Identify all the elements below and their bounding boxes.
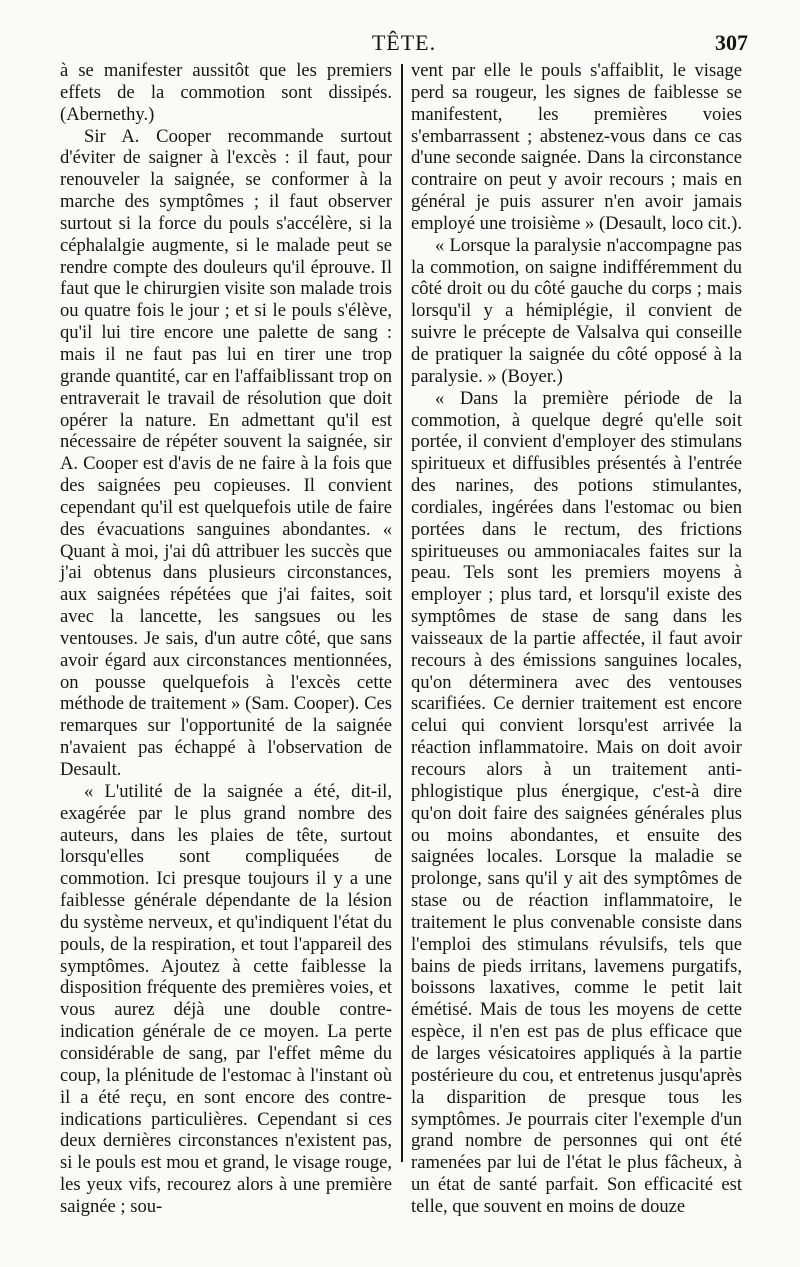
left-column xyxy=(60,60,392,1218)
paragraph: « L'utilité de la saignée a été, dit-il, exagérée par le plus grand nombre des auteurs, dans les plaies de tête, surtout lorsqu'elles sont compliquées de commotion. Ici presque toujours il y a une faiblesse générale dépendante de la lésion du système nerveux, et qu'indiquent l'état du pouls, de la respiration, et tout l'appareil des symptômes. Ajoutez à cette faiblesse la disposition fréquente des premières voies, et vous aurez déjà une double contre-indication générale de ce moyen. La perte considérable de sang, par l'effet même du coup, la plénitude de l'estomac à l'instant où il a été reçu, en sont encore des contre-indications particulières. Cependant si ces deux dernières circonstances n'existent pas, si le pouls est mou et grand, le visage rouge, les yeux vifs, recourez alors à une première saignée ; sou- xyxy=(60,780,392,1217)
paragraph: à se manifester aussitôt que les premiers effets de la commotion sont dissipés. (Abernethy.) xyxy=(60,60,392,125)
column-divider xyxy=(401,64,403,1162)
running-header xyxy=(60,26,748,56)
page-number: 307 xyxy=(715,30,748,55)
paragraph: vent par elle le pouls s'affaiblit, le visage perd sa rougeur, les signes de faiblesse se manifestent, les premières voies s'embarrassent ; abstenez-vous dans ce cas d'une seconde saignée. Dans la circonstance contraire on peut y avoir recours ; mais en général je puis assurer n'en avoir jamais employé une troisième » (Desault, loco cit.). xyxy=(411,60,742,234)
running-title: TÊTE. xyxy=(371,30,437,55)
paragraph: « Lorsque la paralysie n'accompagne pas la commotion, on saigne indifféremment du côté droit ou du côté gauche du corps ; mais lorsqu'il y a hémiplégie, il convient de suivre le précepte de Valsalva qui conseille de pratiquer la saignée du côté opposé à la paralysie. » (Boyer.) xyxy=(411,234,742,387)
paragraph: « Dans la première période de la commotion, à quelque degré qu'elle soit portée, il convient d'employer des stimulans spiritueux et diffusibles présentés à l'entrée des narines, des potions stimulantes, cordiales, ingérées dans l'estomac ou bien portées dans le rectum, des frictions spiritueuses ou ammoniacales faites sur la peau. Tels sont les premiers moyens à employer ; plus tard, et lorsqu'il existe des symptômes de stase de sang dans les vaisseaux de la partie affectée, il faut avoir recours à des émissions sanguines locales, qu'on déterminera avec des ventouses scarifiées. Ce dernier traitement est encore celui qui convient lorsqu'est arrivée la réaction inflammatoire. Mais on doit avoir recours alors à un traitement anti-phlogistique plus énergique, c'est-à dire qu'on doit faire des saignées générales plus ou moins abondantes, et ensuite des saignées locales. Lorsque la maladie se prolonge, sans qu'il y ait des symptômes de stase ou de réaction inflammatoire, le traitement le plus convenable consiste dans l'emploi des stimulans révulsifs, tels que bains de pieds irritans, lavemens purgatifs, boissons laxatives, comme le petit lait émétisé. Mais de tous les moyens de cette espèce, il n'en est pas de plus efficace que de larges vésicatoires appliqués à la partie postérieure du cou, et entretenus jusqu'après la disparition de presque tous les symptômes. Je pourrais citer l'exemple d'un grand nombre de personnes qui ont été ramenées par lui de l'état le plus fâcheux, à un état de santé parfait. Son efficacité est telle, que souvent en moins de douze xyxy=(411,387,742,1217)
paragraph: Sir A. Cooper recommande surtout d'éviter de saigner à l'excès : il faut, pour renouveler la saignée, se conformer à la marche des symptômes ; il faut observer surtout si la force du pouls s'accélère, si la céphalalgie augmente, si le malade peut se rendre compte des douleurs qu'il éprouve. Il faut que le chirurgien visite son malade trois ou quatre fois le jour ; et si le pouls s'élève, qu'il lui tire encore une palette de sang : mais il ne faut pas lui en tirer une trop grande quantité, car en l'affaiblissant trop on entraverait le travail de résolution que doit opérer la nature. En admettant qu'il est nécessaire de répéter souvent la saignée, sir A. Cooper est d'avis de ne faire à la fois que des saignées peu copieuses. Il convient cependant qu'il est quelquefois utile de faire des évacuations sanguines abondantes. « Quant à moi, j'ai dû attribuer les succès que j'ai obtenus dans plusieurs circonstances, aux saignées répétées que j'ai faites, soit avec la lancette, les sangsues ou les ventouses. Je sais, d'un autre côté, que sans avoir égard aux circonstances mentionnées, on pousse quelquefois à l'excès cette méthode de traitement » (Sam. Cooper). Ces remarques sur l'opportunité de la saignée n'avaient pas échappé à l'observation de Desault. xyxy=(60,125,392,780)
right-column xyxy=(411,60,742,1218)
